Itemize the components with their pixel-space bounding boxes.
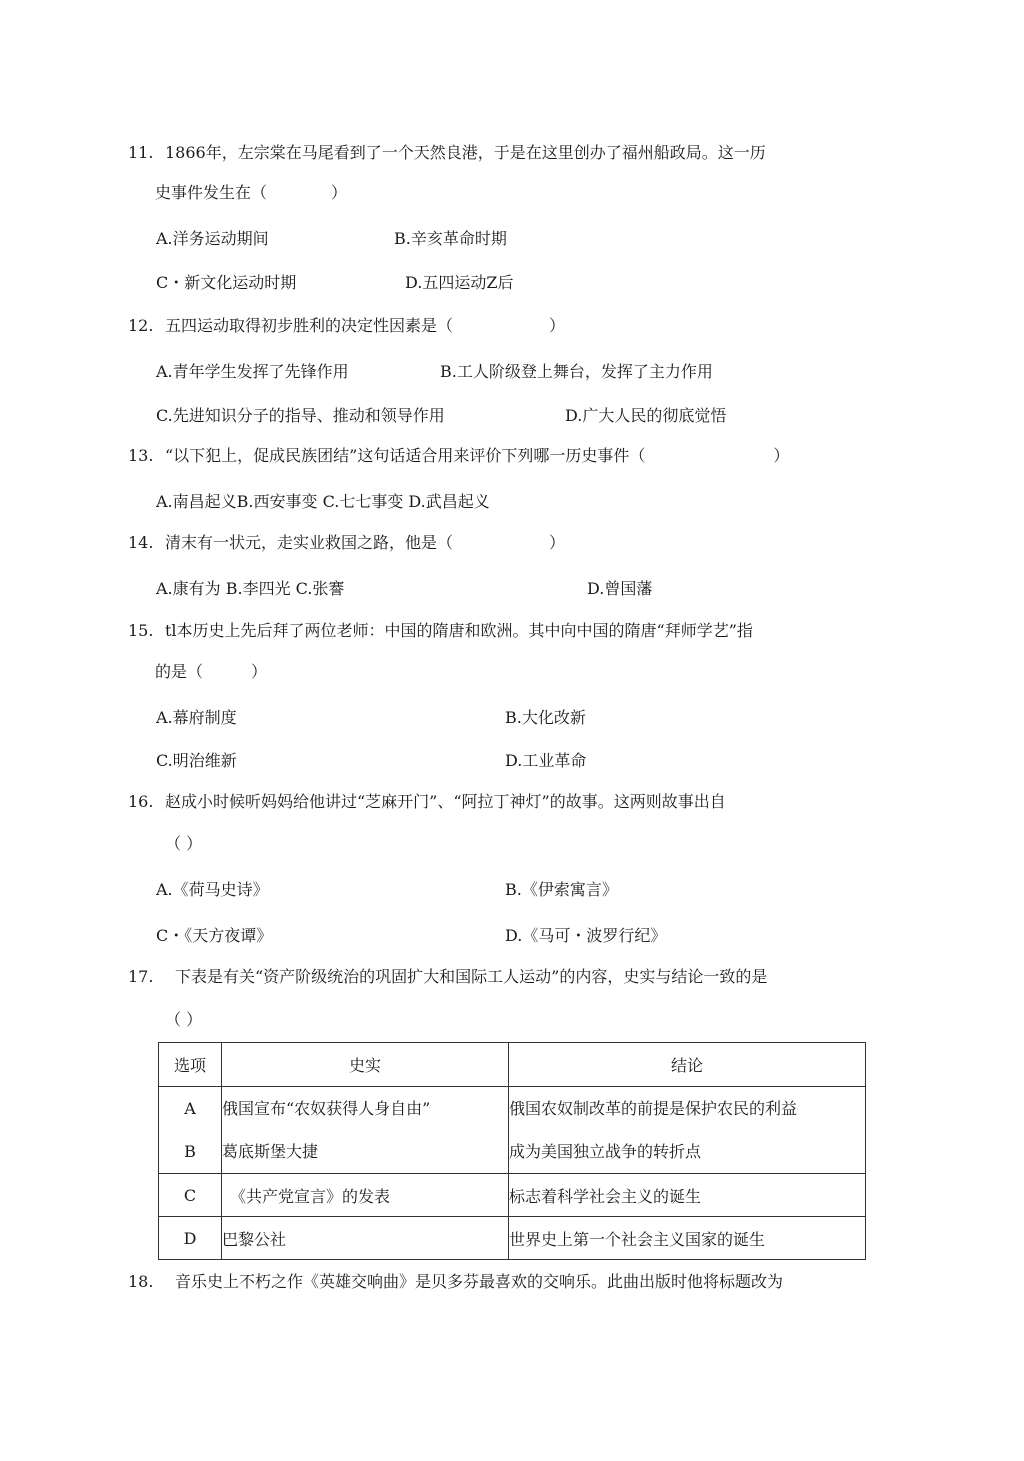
options-line: A.南昌起义B.西安事变 C.七七事变 D.武昌起义 [156,492,490,511]
question-stem: （ ） [165,1010,203,1029]
question-number: 15. [128,621,154,640]
option-label: A [184,1099,196,1118]
option-d: D.《马可・波罗行纪》 [505,926,667,945]
option-label: D [159,1217,222,1260]
question-stem: （ ） [165,834,203,853]
option-d: D.五四运动Z后 [405,273,514,292]
conclusion-cell [509,1087,866,1174]
option-a: A.《荷马史诗》 [156,880,269,899]
conclusion-text: 俄国农奴制改革的前提是保护农民的利益 [509,1099,798,1118]
question-number: 13. [128,446,154,465]
conclusion-text: 成为美国独立战争的转折点 [509,1142,702,1161]
table-header-row [159,1043,866,1087]
fact-text: 俄国宣布“农奴获得人身自由” [222,1099,431,1118]
option-label: B [184,1142,196,1161]
question-stem: 下表是有关“资产阶级统治的巩固扩大和国际工人运动”的内容，史实与结论一致的是 [175,967,768,986]
question-number: 12. [128,316,154,335]
fact-text: 葛底斯堡大捷 [222,1142,319,1161]
option-c: C.先进知识分子的指导、推动和领导作用 [156,406,445,425]
table-row [159,1217,866,1260]
question-stem: 的是（ ） [155,662,268,681]
option-a: A.青年学生发挥了先锋作用 [156,362,349,381]
question-stem: 清末有一状元，走实业救国之路，他是（ ） [165,533,566,552]
fact-text: 巴黎公社 [222,1217,509,1260]
facts-table [158,1042,866,1260]
header-fact: 史实 [222,1043,509,1087]
option-b: B.工人阶级登上舞台，发挥了主力作用 [440,362,713,381]
option-a: A.幕府制度 [156,708,237,727]
question-number: 14. [128,533,154,552]
question-number: 18. [128,1272,154,1291]
question-stem: 音乐史上不朽之作《英雄交响曲》是贝多芬最喜欢的交响乐。此曲出版时他将标题改为 [175,1272,784,1291]
table-row [159,1087,866,1174]
option-c: C・新文化运动时期 [156,273,297,292]
option-c: C.明治维新 [156,751,237,770]
option-b: B.《伊索寓言》 [505,880,618,899]
header-conclusion: 结论 [509,1043,866,1087]
question-stem: 1866年，左宗棠在马尾看到了一个天然良港，于是在这里创办了福州船政局。这一历 [165,143,766,162]
question-stem: 赵成小时候听妈妈给他讲过“芝麻开门”、“阿拉丁神灯”的故事。这两则故事出自 [165,792,726,811]
option-label: C [159,1174,222,1217]
option-d: D.广大人民的彻底觉悟 [565,406,727,425]
option-d: D.工业革命 [505,751,587,770]
question-stem: 五四运动取得初步胜利的决定性因素是（ ） [165,316,566,335]
options-line: A.康有为 B.李四光 C.张謇 [156,579,345,598]
option-d: D.曾国藩 [587,579,653,598]
fact-text: 《共产党宣言》的发表 [222,1174,509,1217]
option-a: A.洋务运动期间 [156,229,269,248]
question-number: 17. [128,967,154,986]
question-stem: tl本历史上先后拜了两位老师：中国的隋唐和欧洲。其中向中国的隋唐“拜师学艺”指 [165,621,753,640]
conclusion-text: 标志着科学社会主义的诞生 [509,1174,866,1217]
option-b: B.大化改新 [505,708,586,727]
option-b: B.辛亥革命时期 [394,229,507,248]
question-stem: 史事件发生在（ ） [155,183,348,202]
fact-cell [222,1087,509,1174]
question-number: 11. [128,143,154,162]
conclusion-text: 世界史上第一个社会主义国家的诞生 [509,1217,866,1260]
table-row [159,1174,866,1217]
option-cell [159,1087,222,1174]
question-stem: “以下犯上，促成民族团结”这句话适合用来评价下列哪一历史事件（ ） [165,446,790,465]
header-option: 选项 [159,1043,222,1087]
question-number: 16. [128,792,154,811]
option-c: C・《天方夜谭》 [156,926,273,945]
